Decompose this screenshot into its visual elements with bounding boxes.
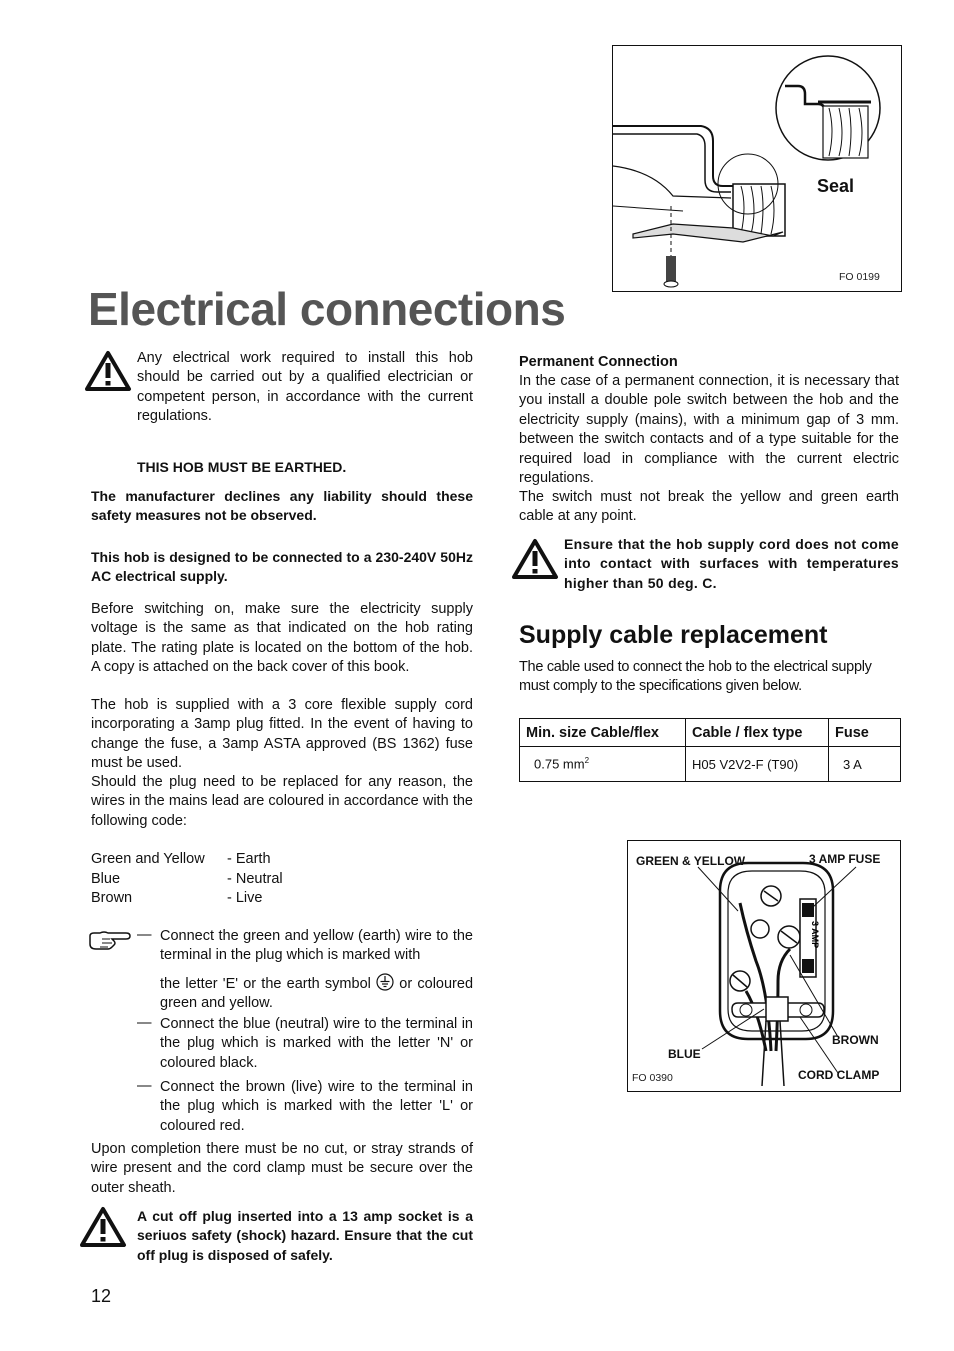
step-dash: — bbox=[137, 1015, 152, 1031]
step-live-wire: Connect the brown (live) wire to the terminal in the plug which is marked with the letter 'L' or coloured red. bbox=[160, 1079, 473, 1134]
earthed-notice: THIS HOB MUST BE EARTHED. bbox=[137, 459, 347, 475]
step-neutral-wire: Connect the blue (neutral) wire to the terminal in the plug which is marked with the letter 'N' or coloured black. bbox=[160, 1016, 473, 1071]
cord-temperature-warning: Ensure that the hob supply cord does not come into contact with surfaces with temperatures higher than 50 deg. C. bbox=[564, 536, 899, 591]
table-cell-fuse: 3 A bbox=[829, 747, 901, 782]
wire-colour-list bbox=[91, 850, 391, 909]
plug-replace-paragraph: Should the plug need to be replaced for any reason, the wires in the mains lead are coloured in accordance with the following code: bbox=[91, 774, 473, 829]
warning-icon bbox=[79, 1206, 127, 1248]
seal-figure-code: FO 0199 bbox=[839, 271, 880, 283]
permanent-connection-text: In the case of a permanent connection, it is necessary that you install a double pole switch between the hob and the electricity supply (mains), with a minimum gap of 3 mm. between the switch contacts and of a type suitable for the required load in compliance with the current electric regulations. bbox=[519, 373, 899, 487]
switch-earth-text: The switch must not break the yellow and green earth cable at any point. bbox=[519, 489, 899, 525]
seal-figure bbox=[612, 45, 902, 292]
pointing-hand-icon bbox=[88, 930, 132, 952]
supply-voltage-notice: This hob is designed to be connected to a 230-240V 50Hz AC electrical supply. bbox=[91, 549, 473, 585]
warning-qualified-electrician: Any electrical work required to install this hob should be carried out by a qualified electrician or competent person, in accordance with the current regulations. bbox=[137, 350, 473, 425]
label-blue: BLUE bbox=[668, 1047, 701, 1061]
wire-row: Blue - Neutral bbox=[91, 870, 283, 887]
liability-notice: The manufacturer declines any liability should these safety measures not be observed. bbox=[91, 488, 473, 524]
plug-figure-code: FO 0390 bbox=[632, 1072, 673, 1084]
warning-icon bbox=[84, 350, 132, 392]
page-title: Electrical connections bbox=[88, 283, 566, 335]
before-switching-paragraph: Before switching on, make sure the electricity supply voltage is the same as that indicated on the hob rating plate. The rating plate is located on the bottom of the hob. A copy is attached on the back cover of this book. bbox=[91, 601, 473, 676]
supply-cord-paragraph: The hob is supplied with a 3 core flexible supply cord incorporating a 3amp plug fitted. In the event of having to change the fuse, a 3amp ASTA approved (BS 1362) fuse must be used. bbox=[91, 697, 473, 772]
step-dash: — bbox=[137, 927, 152, 943]
completion-paragraph: Upon completion there must be no cut, or stray strands of wire present and the cord clamp must be secure over the outer sheath. bbox=[91, 1141, 473, 1196]
table-row bbox=[520, 747, 901, 782]
label-green-yellow: GREEN & YELLOW bbox=[636, 854, 746, 868]
step-earth-wire: Connect the green and yellow (earth) wire to the terminal in the plug which is marked with the letter 'E' or the earth symbol or coloured green and yellow. bbox=[160, 928, 474, 1012]
page-number: 12 bbox=[91, 1286, 112, 1306]
cable-spec-table bbox=[519, 718, 901, 782]
fuse-body-label: 3 AMP bbox=[810, 921, 820, 949]
wire-row: Green and Yellow - Earth bbox=[91, 851, 271, 867]
table-header-row bbox=[520, 719, 901, 747]
seal-label: Seal bbox=[817, 176, 855, 196]
cut-off-plug-warning: A cut off plug inserted into a 13 amp socket is a seriuos safety (shock) hazard. Ensure that the cut off plug is disposed of safely. bbox=[137, 1208, 473, 1263]
table-cell-size: 0.75 $mm^2$ bbox=[520, 747, 686, 782]
label-cord-clamp: CORD CLAMP bbox=[798, 1068, 880, 1082]
wire-row: Brown - Live bbox=[91, 890, 263, 907]
table-header-cell: Min. size Cable/flex bbox=[520, 719, 686, 747]
label-3-amp-fuse: 3 AMP FUSE bbox=[809, 852, 881, 866]
plug-wiring-figure bbox=[627, 840, 901, 1092]
supply-cable-text: The cable used to connect the hob to the electrical supply must comply to the specifications given below. bbox=[519, 659, 872, 695]
table-header-cell: Fuse bbox=[829, 719, 901, 747]
warning-icon bbox=[511, 538, 559, 580]
supply-cable-heading: Supply cable replacement bbox=[519, 621, 828, 649]
permanent-connection-heading: Permanent Connection bbox=[519, 354, 678, 370]
seal-illustration bbox=[613, 46, 901, 291]
table-header-cell: Cable / flex type bbox=[686, 719, 829, 747]
step-dash: — bbox=[137, 1078, 152, 1094]
table-cell-type: H05 V2V2-F (T90) bbox=[686, 747, 829, 782]
label-brown: BROWN bbox=[832, 1033, 879, 1047]
earth-symbol-icon bbox=[376, 973, 394, 991]
